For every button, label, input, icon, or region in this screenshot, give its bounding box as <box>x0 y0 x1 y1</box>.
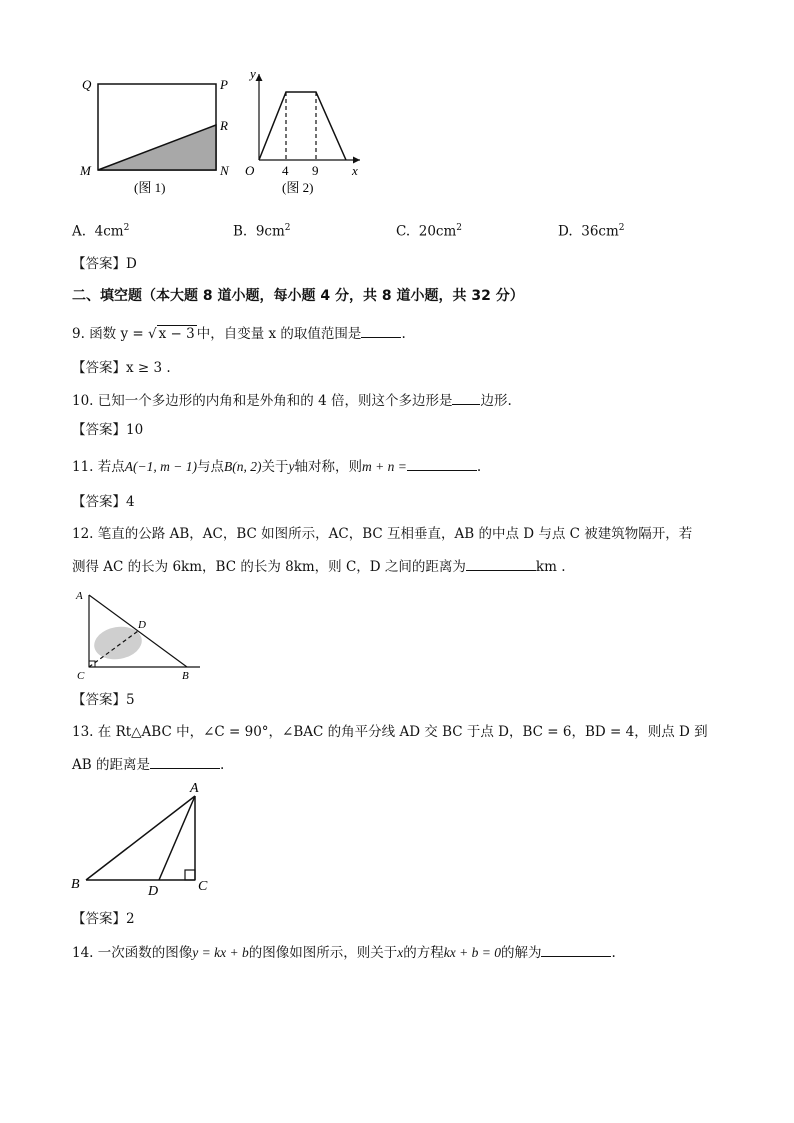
figure-1-rectangle <box>72 72 242 202</box>
option-c: C. $20cm^2$ <box>396 223 463 240</box>
option-b: B. $9cm^2$ <box>233 223 291 240</box>
question-12-line-1: 12. 笔直的公路 AB，AC，BC 如图所示，AC，BC 互相垂直，AB 的中点 D 与点 C 被建筑物隔开，若 <box>72 526 693 542</box>
label-Q: Q <box>82 77 92 92</box>
trapezoid-graph <box>259 92 346 160</box>
question-10: 10. 已知一个多边形的内角和是外角和的 4 倍，则这个多边形是 边形. <box>72 390 512 410</box>
label-P: P <box>220 77 228 92</box>
label-B: B <box>182 670 189 682</box>
q10-answer: 【答案】10 <box>72 422 144 438</box>
shaded-triangle-mnr <box>98 125 216 170</box>
right-angle-mark <box>185 870 195 880</box>
label-C: C <box>77 670 85 682</box>
q14-blank[interactable] <box>541 942 611 957</box>
question-11: 11. 若点A(−1, m − 1)与点B(n, 2)关于y轴对称，则m + n = . <box>72 456 481 476</box>
label-D: D <box>138 619 146 631</box>
bisector-ad <box>159 796 195 880</box>
label-N: N <box>220 163 229 178</box>
label-D: D <box>148 884 159 898</box>
side-ab <box>86 796 195 880</box>
q12-answer: 【答案】5 <box>72 692 135 708</box>
section-2-title: 二、填空题（本大题 8 道小题，每小题 4 分，共 8 道小题，共 32 分） <box>72 288 524 304</box>
figure-1-caption: (图 1) <box>134 180 166 195</box>
q13-answer: 【答案】2 <box>72 911 135 927</box>
tick-9: 9 <box>312 163 319 178</box>
q11-blank[interactable] <box>407 456 477 471</box>
label-R: R <box>220 118 228 133</box>
label-A: A <box>190 781 199 796</box>
q10-blank[interactable] <box>452 390 480 405</box>
option-d: D. $36cm^2$ <box>558 223 625 240</box>
question-9: 9. 函数 y = √ x − 3 中，自变量 x 的取值范围是 . <box>72 323 406 343</box>
figure-2-caption: (图 2) <box>282 180 314 195</box>
radicand: x − 3 <box>158 326 195 342</box>
label-y: y <box>250 66 256 81</box>
question-13-line-1: 13. 在 Rt△ABC 中，∠C = 90°，∠BAC 的角平分线 AD 交 BC 于点 D，BC = 6，BD = 4，则点 D 到 <box>72 724 708 740</box>
figure-q12-triangle <box>72 585 207 685</box>
tick-4: 4 <box>282 163 289 178</box>
q13-blank[interactable] <box>150 754 220 769</box>
label-B: B <box>71 877 80 892</box>
q9-answer: 【答案】x ≥ 3 . <box>72 360 171 376</box>
q9-blank[interactable] <box>361 323 401 338</box>
q12-blank[interactable] <box>466 556 536 571</box>
q11-answer: 【答案】4 <box>72 494 135 510</box>
label-M: M <box>80 163 91 178</box>
figure-2-graph <box>240 62 375 202</box>
building-blob <box>92 623 145 663</box>
label-O: O <box>245 163 255 178</box>
label-x: x <box>352 163 358 178</box>
figure-q13-triangle <box>66 778 226 898</box>
label-A: A <box>76 590 83 602</box>
question-13-line-2: AB 的距离是 . <box>72 754 224 774</box>
question-12-line-2: 测得 AC 的长为 6km，BC 的长为 8km，则 C，D 之间的距离为 km . <box>72 556 566 576</box>
question-14: 14. 一次函数的图像y = kx + b的图像如图所示，则关于x的方程kx + b = 0的解为 . <box>72 942 616 962</box>
sqrt-sign: √ <box>148 326 157 342</box>
option-a: A. $4cm^2$ <box>72 223 130 240</box>
q8-answer: 【答案】D <box>72 256 137 272</box>
label-C: C <box>198 879 208 894</box>
